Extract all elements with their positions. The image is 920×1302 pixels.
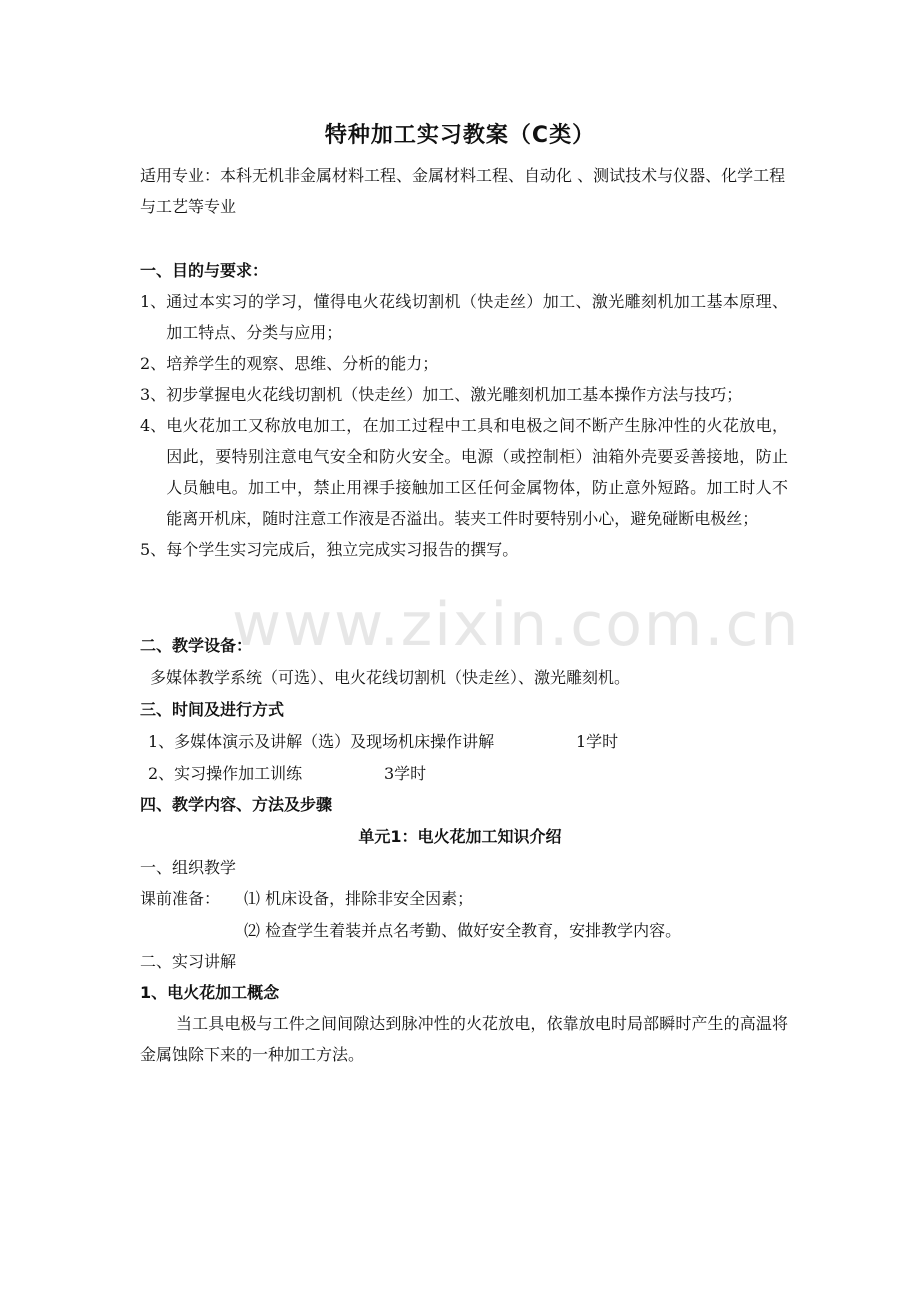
item-text: 初步掌握电火花线切割机（快走丝）加工、激光雕刻机加工基本操作方法与技巧； xyxy=(166,385,743,404)
list-item xyxy=(140,379,788,410)
item-number: 3、 xyxy=(140,385,167,404)
item-number: 5、 xyxy=(140,540,167,559)
org-heading: 一、组织教学 xyxy=(140,858,237,877)
prep-item-1: ⑴ 机床设备，排除非安全因素； xyxy=(244,889,474,908)
list-item xyxy=(140,348,788,379)
list-item xyxy=(140,534,788,565)
list-item xyxy=(140,410,788,534)
concept-heading: 1、电火花加工概念 xyxy=(140,983,280,1002)
schedule-row-2-hours: 3学时 xyxy=(384,764,427,783)
item-number: 2、 xyxy=(140,354,167,373)
section1-heading: 一、目的与要求： xyxy=(140,261,269,280)
lecture-heading: 二、实习讲解 xyxy=(140,952,237,971)
section2-heading: 二、教学设备： xyxy=(140,636,253,655)
schedule-row-1-label: 1、多媒体演示及讲解（选）及现场机床操作讲解 xyxy=(148,732,495,751)
section3-heading: 三、时间及进行方式 xyxy=(140,700,285,719)
prep-label: 课前准备： xyxy=(140,889,221,908)
applicable-majors: 适用专业：本科无机非金属材料工程、金属材料工程、自动化 、测试技术与仪器、化学工程与工艺等专业 xyxy=(140,166,786,216)
unit-title: 单元1：电火花加工知识介绍 xyxy=(358,827,562,846)
prep-item-2: ⑵ 检查学生着装并点名考勤、做好安全教育，安排教学内容。 xyxy=(244,921,682,940)
schedule-row-2-label: 2、实习操作加工训练 xyxy=(148,764,303,783)
section2-text: 多媒体教学系统（可选）、电火花线切割机（快走丝）、激光雕刻机。 xyxy=(150,668,631,687)
item-text: 每个学生实习完成后，独立完成实习报告的撰写。 xyxy=(166,540,519,559)
section1-list xyxy=(140,286,788,565)
item-number: 4、 xyxy=(140,416,167,435)
item-number: 1、 xyxy=(140,292,167,311)
watermark: www.zixin.com.cn xyxy=(232,590,801,660)
list-item xyxy=(140,286,788,348)
item-text: 通过本实习的学习，懂得电火花线切割机（快走丝）加工、激光雕刻机加工基本原理、加工特点、分类与应用； xyxy=(166,292,788,342)
item-text: 培养学生的观察、思维、分析的能力； xyxy=(166,354,439,373)
concept-text: 当工具电极与工件之间间隙达到脉冲性的火花放电，依靠放电时局部瞬时产生的高温将金属蚀除下来的一种加工方法。 xyxy=(140,1014,788,1064)
document-title: 特种加工实习教案（C类） xyxy=(324,123,596,148)
section4-heading: 四、教学内容、方法及步骤 xyxy=(140,795,333,814)
schedule-row-1-hours: 1学时 xyxy=(576,732,619,751)
item-text: 电火花加工又称放电加工，在加工过程中工具和电极之间不断产生脉冲性的火花放电，因此，要特别注意电气安全和防火安全。电源（或控制柜）油箱外壳要妥善接地，防止人员触电。加工中，禁止用裸手接触加工区任何金属物体，防止意外短路。加工时人不能离开机床，随时注意工作液是否溢出。装夹工件时要特别小心，避免碰断电极丝； xyxy=(166,416,788,528)
